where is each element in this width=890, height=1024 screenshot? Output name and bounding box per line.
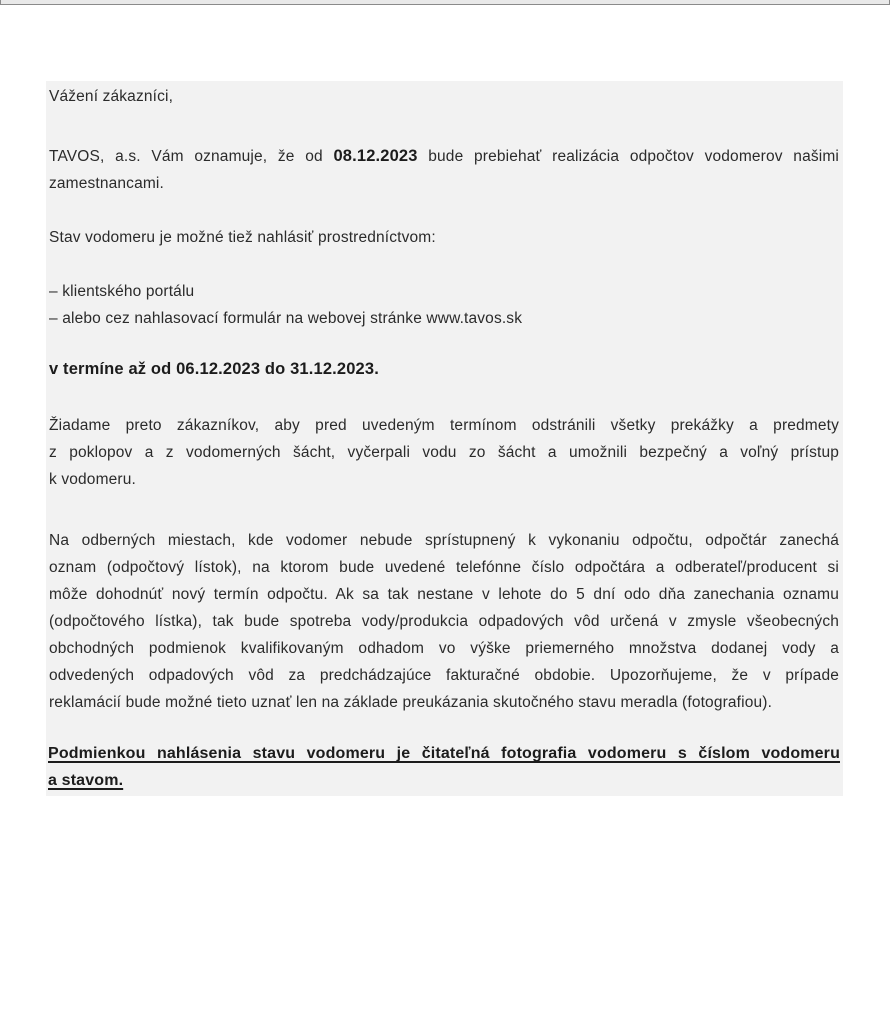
option-web-form: – alebo cez nahlasovací formulár na webovej stránke www.tavos.sk xyxy=(49,310,523,327)
condition-line: Podmienkou nahlásenia stavu vodomeru je čitateľná fotografia vodomeru s číslom vodomeru xyxy=(48,745,840,762)
request-line: k vodomeru. xyxy=(49,471,136,488)
request-paragraph xyxy=(49,412,839,493)
info-line: odvedených odpadových vôd za predchádzajúce fakturačné obdobie. Upozorňujeme, že v prípade xyxy=(49,667,839,684)
info-line: môže dohodnúť nový termín odpočtu. Ak sa tak nestane v lehote do 5 dní odo dňa zanechania oznamu xyxy=(49,586,839,603)
info-paragraph xyxy=(49,527,839,716)
request-line: z poklopov a z vodomerných šácht, vyčerpali vodu zo šácht a umožnili bezpečný a voľný prístup xyxy=(49,444,839,461)
info-line: obchodných podmienok kvalifikovaným odhadom vo výške priemerného množstva dodanej vody a xyxy=(49,640,839,657)
reading-period: v termíne až od 06.12.2023 do 31.12.2023. xyxy=(49,360,379,378)
info-line: Na odberných miestach, kde vodomer nebude sprístupnený k vykonaniu odpočtu, odpočtár zanechá xyxy=(49,532,839,549)
intro-paragraph xyxy=(49,143,839,197)
option-client-portal: – klientského portálu xyxy=(49,283,195,300)
report-intro: Stav vodomeru je možné tiež nahlásiť prostredníctvom: xyxy=(49,229,436,246)
window-top-border xyxy=(0,0,890,5)
info-line: oznam (odpočtový lístok), na ktorom bude uvedené telefónne číslo odpočtára a odberateľ/producent si xyxy=(49,559,839,576)
condition-line: a stavom. xyxy=(48,772,124,789)
intro-line-2: zamestnancami. xyxy=(49,175,164,192)
intro-line-1: TAVOS, a.s. Vám oznamuje, že od 08.12.2023 bude prebiehať realizácia odpočtov vodomerov našimi xyxy=(49,147,839,165)
request-line: Žiadame preto zákazníkov, aby pred uvedeným termínom odstránili všetky prekážky a predmety xyxy=(49,417,839,434)
intro-date: 08.12.2023 xyxy=(333,147,418,165)
report-options-list xyxy=(49,278,839,332)
condition-statement xyxy=(48,740,840,794)
info-line: (odpočtového lístka), tak bude spotreba vody/produkcia odpadových vôd určená v zmysle všeobecných xyxy=(49,613,839,630)
info-line: reklamácií bude možné tieto uznať len na základe preukázania skutočného stavu meradla (fotografiou). xyxy=(49,694,773,711)
greeting: Vážení zákazníci, xyxy=(49,88,174,105)
